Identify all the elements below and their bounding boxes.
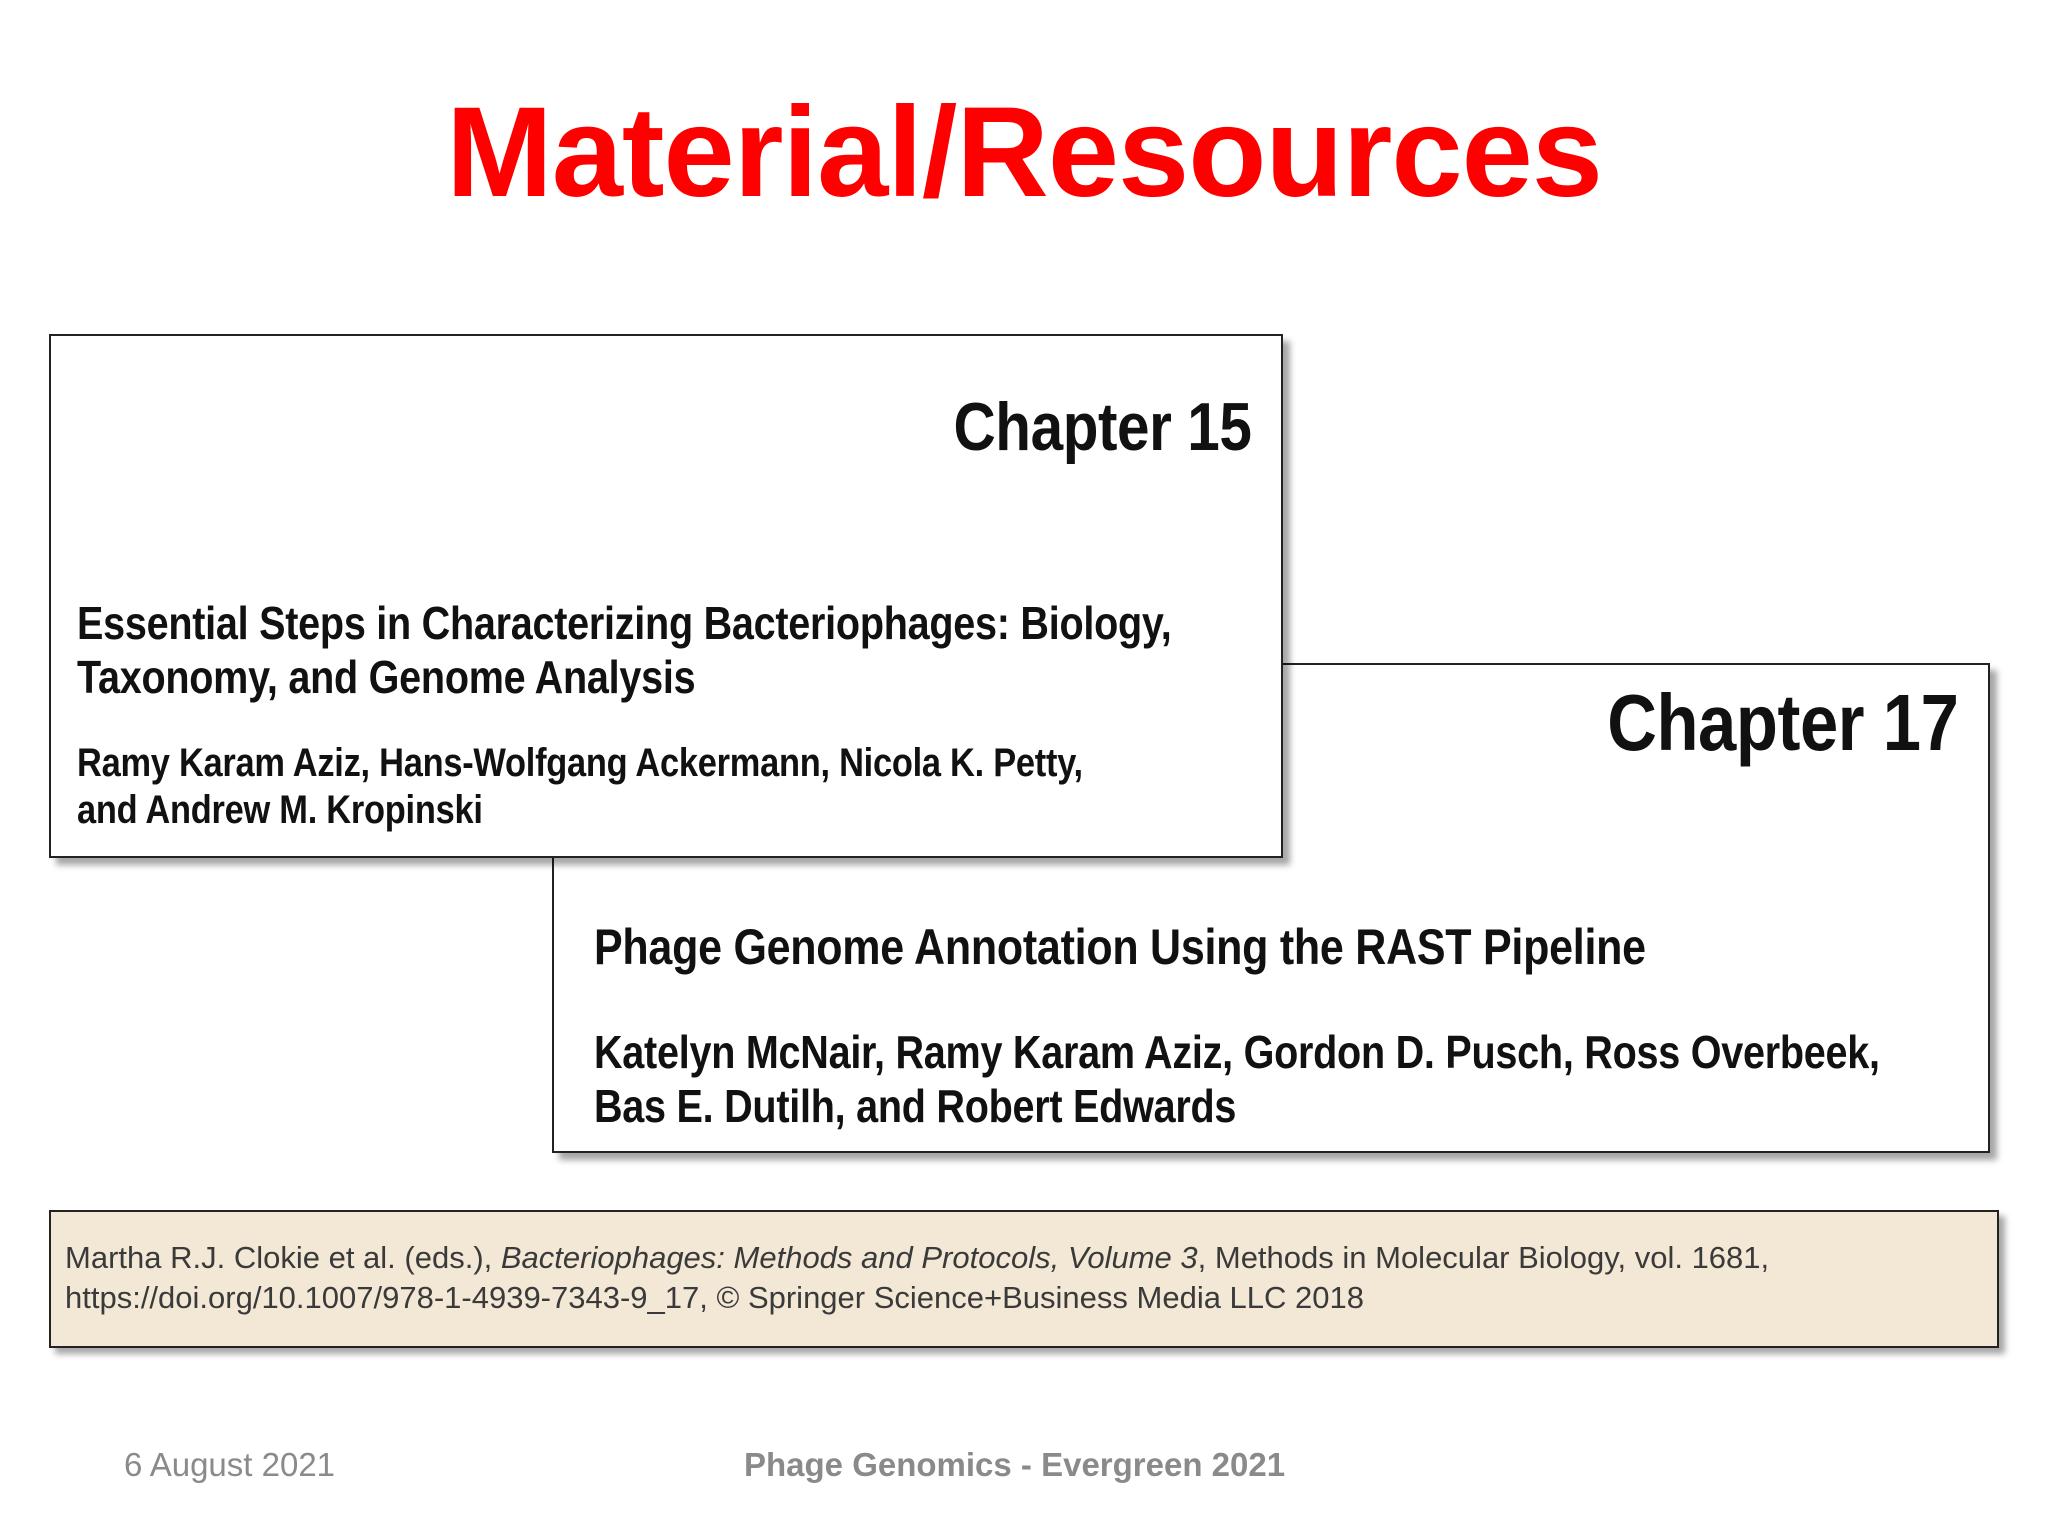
chapter-17-authors: [594, 1025, 1880, 1133]
chapter-15-authors-line1: Ramy Karam Aziz, Hans-Wolfgang Ackermann, Nicola K. Petty,: [77, 741, 1083, 785]
chapter-15-authors: [77, 740, 1083, 834]
chapter-15-card: [49, 334, 1283, 858]
footer-date: 6 August 2021: [124, 1446, 336, 1483]
chapter-15-title: [77, 596, 1171, 704]
footer-title: Phage Genomics - Evergreen 2021: [744, 1446, 1286, 1483]
chapter-17-authors-line1: Katelyn McNair, Ramy Karam Aziz, Gordon D. Pusch, Ross Overbeek,: [594, 1026, 1880, 1078]
citation-line-2: https://doi.org/10.1007/978-1-4939-7343-9_17, © Springer Science+Business Media LLC 2018: [65, 1280, 1365, 1315]
citation-series: , Methods in Molecular Biology, vol. 1681,: [1197, 1240, 1770, 1275]
citation-box: [49, 1210, 1999, 1348]
chapter-17-label: Chapter 17: [1606, 678, 1958, 767]
chapter-15-title-line1: Essential Steps in Characterizing Bacteriophages: Biology,: [77, 597, 1172, 649]
chapter-17-authors-line2: Bas E. Dutilh, and Robert Edwards: [594, 1080, 1237, 1132]
chapter-15-title-line2: Taxonomy, and Genome Analysis: [77, 651, 696, 703]
citation-editors: Martha R.J. Clokie et al. (eds.),: [65, 1240, 501, 1275]
slide-title: Material/Resources: [446, 81, 1602, 224]
chapter-15-authors-line2: and Andrew M. Kropinski: [77, 788, 483, 832]
chapter-15-label: Chapter 15: [953, 389, 1251, 465]
chapter-17-title-line: Phage Genome Annotation Using the RAST Pipeline: [594, 919, 1646, 975]
citation-line-1: [65, 1238, 1769, 1278]
citation-book-title: Bacteriophages: Methods and Protocols, Volume 3: [500, 1240, 1198, 1275]
chapter-17-title: [594, 917, 1646, 977]
